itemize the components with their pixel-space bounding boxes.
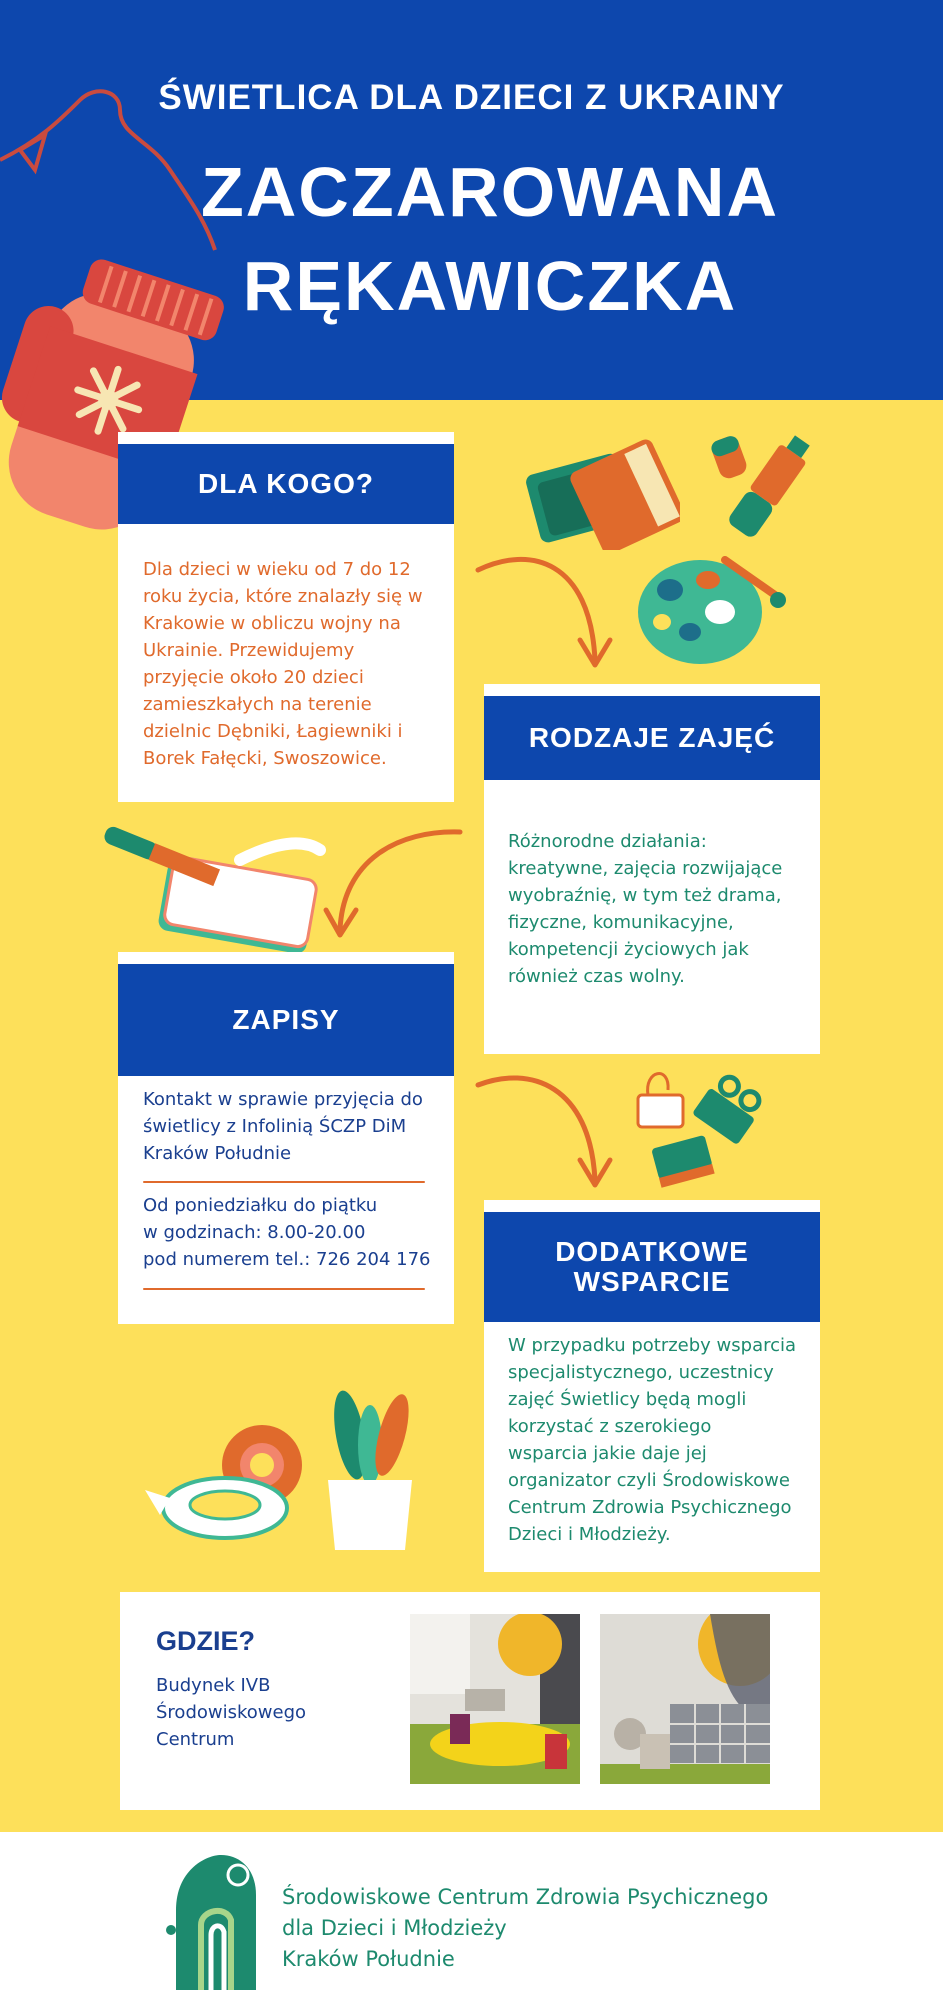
zapisy-card <box>118 952 454 1324</box>
marker-icon <box>705 420 835 550</box>
text-line: zajęć Świetlicy będą mogli <box>508 1389 747 1410</box>
text-line: roku życia, które znalazły się w <box>143 586 423 607</box>
text-line: wyobraźnię, w tym też drama, <box>508 885 782 906</box>
text-line: specjalistycznego, uczestnicy <box>508 1362 774 1383</box>
gdzie-card <box>120 1592 820 1810</box>
dla-kogo-text <box>143 556 443 772</box>
rodzaje-card <box>484 684 820 1054</box>
text-line: Krakowie w obliczu wojny na <box>143 613 401 634</box>
divider <box>143 1181 425 1183</box>
text-line: Środowiskowego <box>156 1702 307 1723</box>
books-icon <box>520 420 680 550</box>
text-line: Centrum <box>156 1729 235 1750</box>
dodatkowe-card <box>484 1200 820 1572</box>
dla-kogo-heading: DLA KOGO? <box>118 444 454 524</box>
gdzie-text <box>156 1672 376 1753</box>
text-line: w godzinach: 8.00-20.00 <box>143 1222 366 1243</box>
text-line: kompetencji życiowych jak <box>508 939 749 960</box>
text-line: kreatywne, zajęcia rozwijające <box>508 858 783 879</box>
text-line: Ukrainie. Przewidujemy <box>143 640 355 661</box>
arrow-icon <box>470 1065 620 1200</box>
org-name <box>282 1882 768 1975</box>
text-line: Od poniedziałku do piątku <box>143 1195 378 1216</box>
org-line: dla Dzieci i Młodzieży <box>282 1916 507 1940</box>
zapisy-heading: ZAPISY <box>118 964 454 1076</box>
text-line: świetlicy z Infolinią ŚCZP DiM <box>143 1116 407 1137</box>
org-line: Kraków Południe <box>282 1947 455 1971</box>
zapisy-contact-text <box>143 1086 448 1167</box>
text-line: Borek Fałęcki, Swoszowice. <box>143 748 387 769</box>
text-line: W przypadku potrzeby wsparcia <box>508 1335 797 1356</box>
page-title <box>180 145 800 333</box>
title-line-2: RĘKAWICZKA <box>242 247 738 325</box>
text-line: pod numerem tel.: 726 204 176 <box>143 1249 431 1270</box>
text-line: wsparcia jakie daje jej <box>508 1443 707 1464</box>
dodatkowe-text <box>508 1332 816 1548</box>
text-line: organizator czyli Środowiskowe <box>508 1470 790 1491</box>
heading-line: WSPARCIE <box>573 1266 731 1297</box>
text-line: Kontakt w sprawie przyjęcia do <box>143 1089 423 1110</box>
page-subtitle: ŚWIETLICA DLA DZIECI Z UKRAINY <box>158 78 785 117</box>
text-line: Dla dzieci w wieku od 7 do 12 <box>143 559 411 580</box>
dodatkowe-heading <box>484 1212 820 1322</box>
zapisy-hours-text <box>143 1192 448 1273</box>
room-photo-2 <box>600 1614 770 1784</box>
text-line: przyjęcie około 20 dzieci <box>143 667 364 688</box>
dla-kogo-card <box>118 432 454 802</box>
gdzie-heading: GDZIE? <box>156 1626 255 1656</box>
plant-pot-icon <box>320 1375 420 1555</box>
org-line: Środowiskowe Centrum Zdrowia Psychicznego <box>282 1885 769 1909</box>
text-line: Kraków Południe <box>143 1143 292 1164</box>
rodzaje-text <box>508 828 813 990</box>
tape-roll-icon <box>140 1420 310 1550</box>
org-logo <box>166 1850 266 1990</box>
binder-clips-icon <box>630 1060 770 1190</box>
text-line: korzystać z szerokiego <box>508 1416 712 1437</box>
arrow-icon <box>470 540 620 680</box>
arrow-icon <box>318 820 468 945</box>
heading-line: DODATKOWE <box>555 1236 749 1267</box>
divider <box>143 1288 425 1290</box>
text-line: Dzieci i Młodzieży. <box>508 1524 671 1545</box>
text-line: fizyczne, komunikacyjne, <box>508 912 734 933</box>
room-photo-1 <box>410 1614 580 1784</box>
text-line: zamieszkałych na terenie <box>143 694 372 715</box>
text-line: Centrum Zdrowia Psychicznego <box>508 1497 792 1518</box>
text-line: również czas wolny. <box>508 966 685 987</box>
text-line: dzielnic Dębniki, Łagiewniki i <box>143 721 403 742</box>
title-line-1: ZACZAROWANA <box>200 153 780 231</box>
text-line: Budynek IVB <box>156 1675 271 1696</box>
text-line: Różnorodne działania: <box>508 831 707 852</box>
pen-notebook-icon <box>90 820 330 960</box>
paint-palette-icon <box>630 550 790 670</box>
rodzaje-heading: RODZAJE ZAJĘĆ <box>484 696 820 780</box>
